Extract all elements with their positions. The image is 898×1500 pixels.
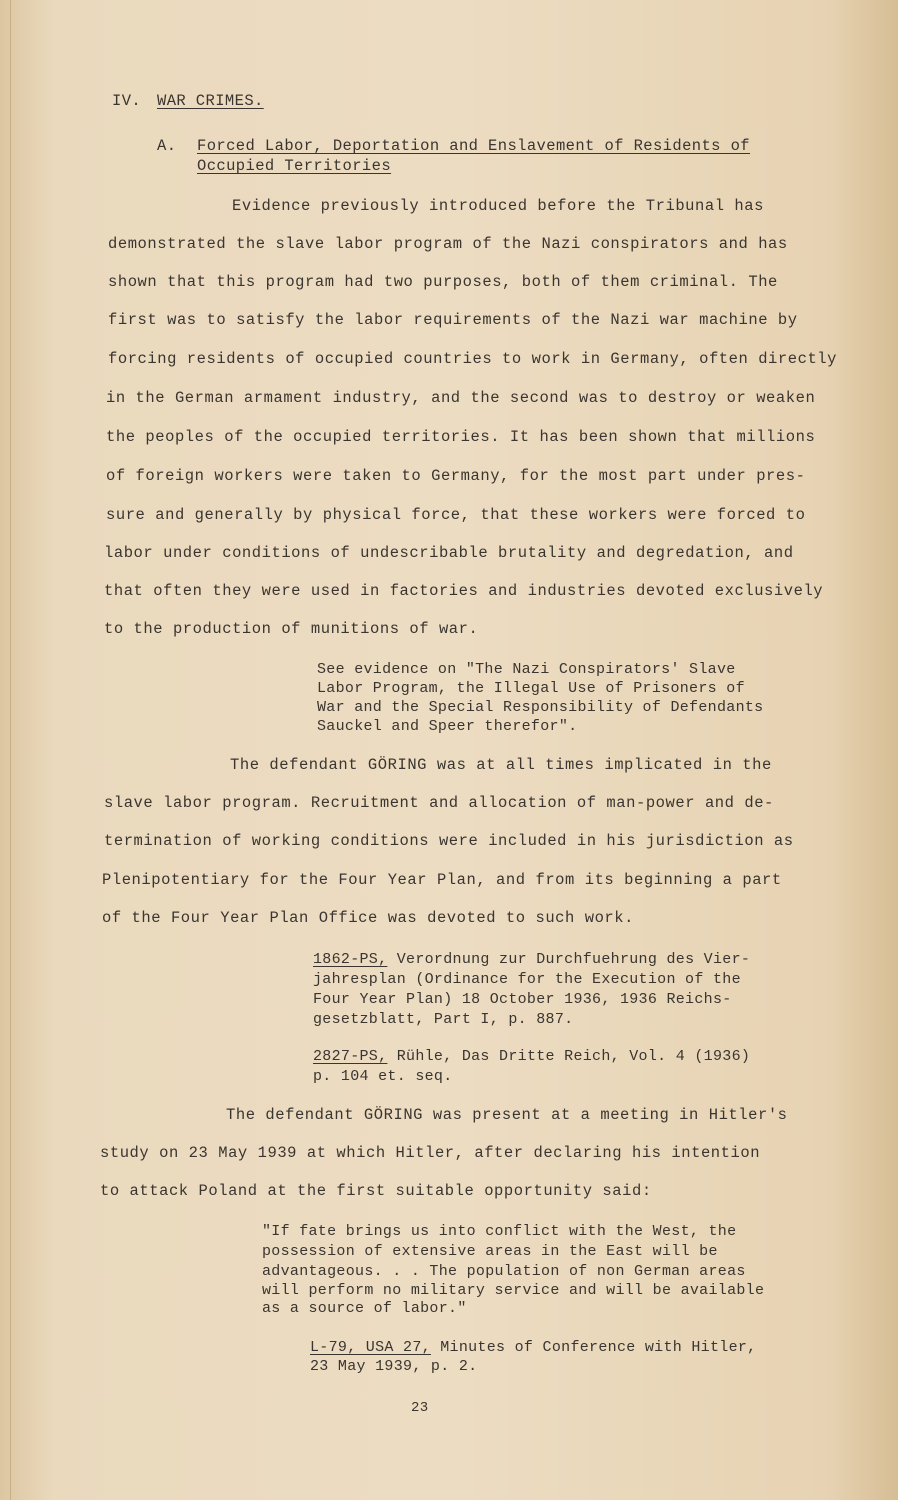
paragraph-2-line: The defendant GÖRING was at all times implicated in the	[230, 756, 772, 774]
paragraph-2-line: slave labor program. Recruitment and allocation of man-power and de-	[104, 794, 774, 812]
citation-line: jahresplan (Ordinance for the Execution of the	[313, 971, 741, 988]
paragraph-1-line: forcing residents of occupied countries to work in Germany, often directly	[108, 350, 838, 368]
page-number: 23	[411, 1400, 429, 1416]
citation-line: gesetzblatt, Part I, p. 887.	[313, 1011, 574, 1028]
paragraph-1-line: shown that this program had two purposes, both of them criminal. The	[108, 273, 778, 291]
citation-1862-ps	[313, 950, 750, 969]
quote-line: "If fate brings us into conflict with the West, the	[262, 1223, 737, 1240]
paragraph-1-line: demonstrated the slave labor program of the Nazi conspirators and has	[108, 235, 788, 253]
section-title: WAR CRIMES.	[157, 92, 264, 110]
paragraph-1-line: of foreign workers were taken to Germany, for the most part under pres-	[106, 467, 806, 485]
paragraph-1-line: in the German armament industry, and the second was to destroy or weaken	[106, 389, 816, 407]
quote-line: will perform no military service and will be available	[262, 1282, 765, 1299]
evidence-note-line: Sauckel and Speer therefor".	[317, 718, 578, 735]
subsection-title-line-1: Forced Labor, Deportation and Enslavement of Residents of	[197, 137, 750, 155]
evidence-note-line: Labor Program, the Illegal Use of Prisoners of	[317, 680, 745, 697]
citation-line: Four Year Plan) 18 October 1936, 1936 Reichs-	[313, 991, 732, 1008]
paragraph-1-line: sure and generally by physical force, that these workers were forced to	[106, 506, 806, 524]
paragraph-3-line: to attack Poland at the first suitable opportunity said:	[100, 1182, 652, 1200]
page-edge	[0, 0, 11, 1500]
citation-ref: 2827-PS,	[313, 1048, 388, 1065]
citation-line: p. 104 et. seq.	[313, 1068, 453, 1085]
citation-text: Minutes of Conference with Hitler,	[430, 1339, 757, 1356]
citation-l-79	[310, 1338, 756, 1357]
paragraph-3-line: The defendant GÖRING was present at a meeting in Hitler's	[226, 1106, 788, 1124]
quote-line: possession of extensive areas in the East will be	[262, 1243, 718, 1260]
quote-line: advantageous. . . The population of non German areas	[262, 1263, 746, 1280]
paragraph-1-line: the peoples of the occupied territories. It has been shown that millions	[106, 428, 816, 446]
section-number: IV.	[112, 92, 142, 110]
paragraph-1-line: that often they were used in factories and industries devoted exclusively	[104, 582, 824, 600]
evidence-note-line: War and the Special Responsibility of Defendants	[317, 699, 764, 716]
citation-2827-ps	[313, 1047, 750, 1066]
subsection-title-line-2: Occupied Territories	[197, 157, 392, 175]
citation-line: 23 May 1939, p. 2.	[310, 1358, 478, 1375]
paragraph-1-line: Evidence previously introduced before the Tribunal has	[232, 197, 764, 215]
paragraph-2-line: of the Four Year Plan Office was devoted to such work.	[102, 909, 634, 927]
citation-text: Rühle, Das Dritte Reich, Vol. 4 (1936)	[387, 1048, 751, 1065]
paragraph-1-line: to the production of munitions of war.	[104, 620, 479, 638]
paragraph-2-line: Plenipotentiary for the Four Year Plan, and from its beginning a part	[102, 871, 782, 889]
quote-line: as a source of labor."	[262, 1300, 467, 1317]
evidence-note-line: See evidence on "The Nazi Conspirators' Slave	[317, 661, 736, 678]
citation-text: Verordnung zur Durchfuehrung des Vier-	[387, 951, 751, 968]
paragraph-1-line: first was to satisfy the labor requirements of the Nazi war machine by	[108, 311, 798, 329]
citation-ref: 1862-PS,	[313, 951, 388, 968]
paragraph-3-line: study on 23 May 1939 at which Hitler, after declaring his intention	[100, 1144, 761, 1162]
citation-ref: L-79, USA 27,	[310, 1339, 431, 1356]
subsection-letter: A.	[157, 137, 177, 155]
paragraph-2-line: termination of working conditions were included in his jurisdiction as	[104, 832, 794, 850]
paragraph-1-line: labor under conditions of undescribable brutality and degredation, and	[104, 544, 794, 562]
